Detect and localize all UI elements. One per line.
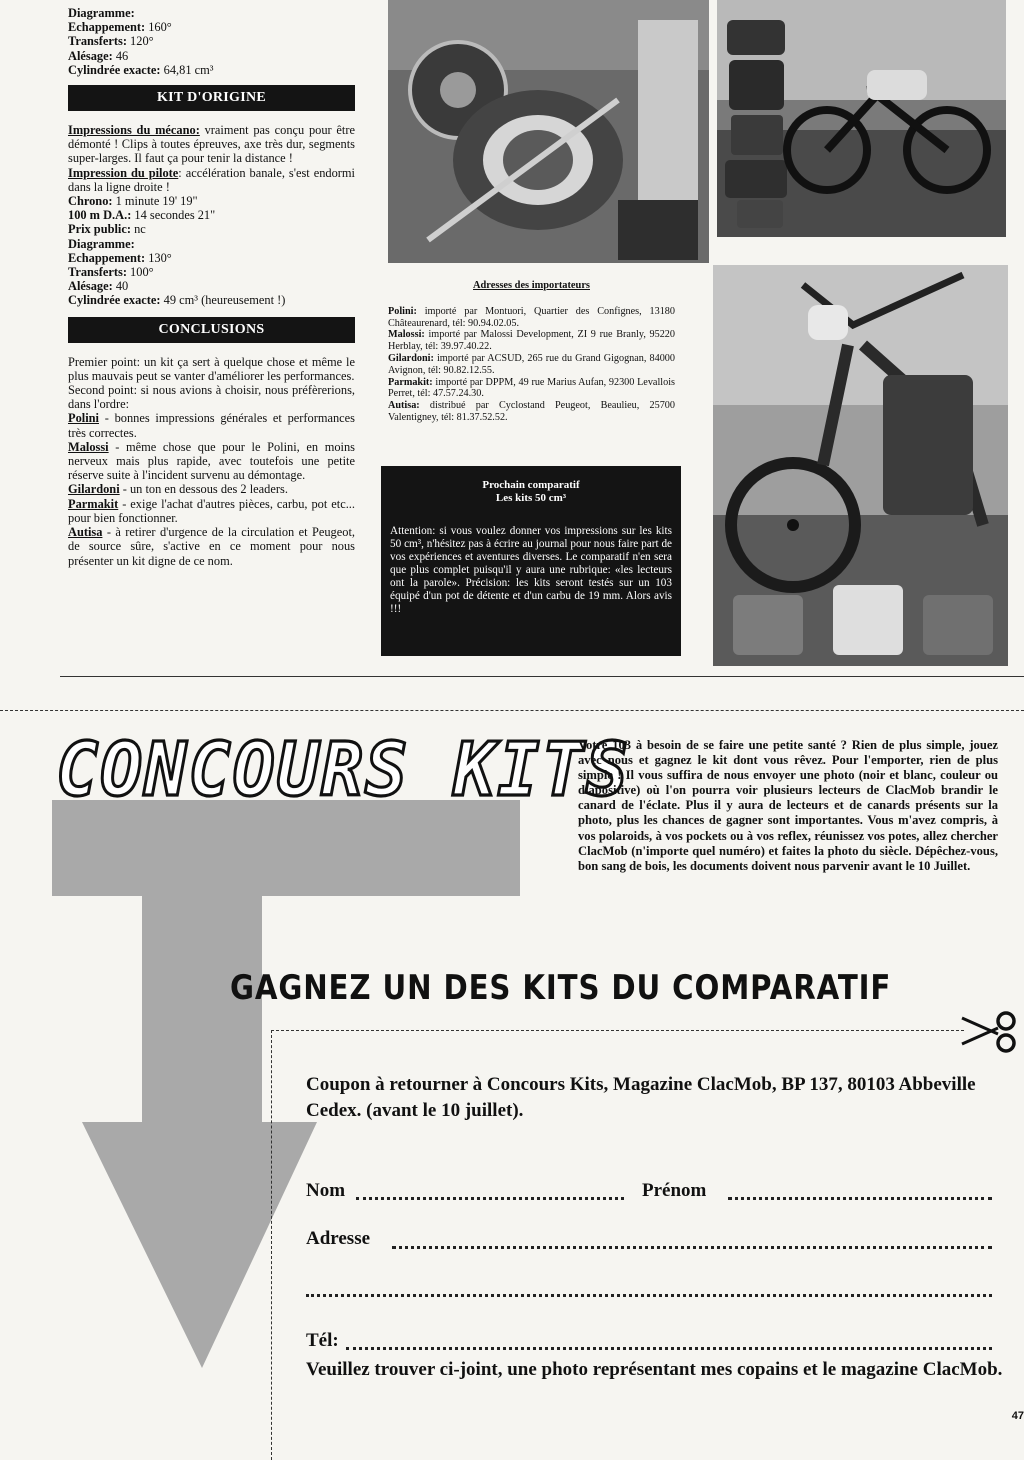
moped-front-photo xyxy=(713,265,1008,666)
spec-label: Chrono: xyxy=(68,194,113,209)
coupon-border-top xyxy=(271,1030,964,1031)
importer-name: Gilardoni: xyxy=(388,352,434,364)
spec-label: Echappement: xyxy=(68,20,146,35)
ranking-name: Gilardoni xyxy=(68,482,120,497)
importer-text: importé par Malossi Development, ZI 9 rue Branly, 95220 Herblay, tél: 39.97.40.22. xyxy=(388,329,675,353)
next-comparison-box xyxy=(381,466,681,656)
ranking-text: - exige l'achat d'autres pièces, carbu, pot etc... pour bien fonctionner. xyxy=(68,496,355,525)
pilote-paragraph xyxy=(68,166,355,194)
spec-row xyxy=(68,265,355,279)
conclusions-p1: Premier point: un kit ça sert à quelque chose et même le plus mauvais peut se vanter d'améliorer les performances. xyxy=(68,354,355,383)
moped-cylinders-photo xyxy=(717,0,1006,237)
spec-value: 46 xyxy=(112,48,129,63)
next-comparison-line1: Prochain comparatif xyxy=(482,479,580,491)
spec-row xyxy=(68,208,355,222)
nom-field[interactable] xyxy=(356,1197,624,1200)
moped-front-image xyxy=(713,265,1008,666)
spec-row xyxy=(68,34,355,48)
spec-value: 40 xyxy=(112,279,129,294)
ranking-text: - à retirer d'urgence de la circulation et Peugeot, de source sûre, s'active en ce moment pour nous présenter un kit digne de ce nom. xyxy=(68,525,355,568)
ranking-item xyxy=(68,497,355,525)
importer-name: Parmakit: xyxy=(388,376,433,388)
page-number: 47 xyxy=(1011,1410,1024,1422)
next-comparison-heading xyxy=(381,479,681,505)
adresse-field-line2[interactable] xyxy=(306,1294,992,1297)
spec-label: Echappement: xyxy=(68,250,146,265)
next-comparison-line2: Les kits 50 cm³ xyxy=(495,492,567,504)
spec-label: Prix public: xyxy=(68,222,131,237)
spec-value: 120° xyxy=(126,34,154,49)
spec-label: Diagramme: xyxy=(68,6,135,20)
rankings-list xyxy=(68,411,355,567)
spec-row xyxy=(68,6,355,20)
prenom-label: Prénom xyxy=(642,1180,707,1201)
importer-name: Malossi: xyxy=(388,329,425,341)
nom-label: Nom xyxy=(306,1180,346,1201)
coupon-border-left xyxy=(271,1030,272,1460)
ranking-text: - même chose que pour le Polini, en moins nerveux mais plus rapide, avec toutefois une petite réserve suite à l'incident survenu au démontage. xyxy=(68,439,355,483)
contest-headline: GAGNEZ UN DES KITS DU COMPARATIF xyxy=(230,968,892,1008)
spec-value: 100° xyxy=(126,265,154,280)
meca-paragraph xyxy=(68,123,355,166)
spec-row xyxy=(68,20,355,34)
ranking-item xyxy=(68,525,355,568)
pilote-text: : accélération banale, s'est endormi dans la ligne droite ! xyxy=(68,165,355,194)
ranking-item xyxy=(68,411,355,439)
importers-title: Adresses des importateurs xyxy=(473,280,590,291)
conclusions-p2: Second point: si nous avions à choisir, nous préfèrerions, dans l'ordre: xyxy=(68,383,355,412)
contest-title: CONCOURS KITS xyxy=(56,726,630,814)
importer-name: Autisa: xyxy=(388,400,420,412)
ranking-text: - un ton en dessous des 2 leaders. xyxy=(119,482,288,497)
importer-item xyxy=(388,329,675,353)
ranking-name: Autisa xyxy=(68,525,103,540)
spec-label: Cylindrée exacte: xyxy=(68,62,161,77)
adresse-field[interactable] xyxy=(392,1246,992,1249)
importer-text: importé par Montuori, Quartier des Confignes, 13180 Châteaurenard, tél: 90.94.02.05. xyxy=(388,305,675,329)
importer-item xyxy=(388,400,675,424)
spec-value: 14 secondes 21" xyxy=(131,208,216,223)
spec-row xyxy=(68,237,355,251)
spec-row xyxy=(68,222,355,236)
spec-label: Cylindrée exacte: xyxy=(68,293,161,308)
spec-value: 49 cm³ (heureusement !) xyxy=(160,293,286,308)
spec-list-top xyxy=(68,6,355,77)
prenom-field[interactable] xyxy=(728,1197,992,1200)
importer-text: distribué par Cyclostand Peugeot, Beaulieu, 25700 Valentigney, tél: 81.37.52.52. xyxy=(388,400,675,423)
left-column xyxy=(68,6,355,568)
importers-list xyxy=(388,306,675,424)
coupon-address: Coupon à retourner à Concours Kits, Magazine ClacMob, BP 137, 80103 Abbeville Cedex. (avant le 10 juillet). xyxy=(306,1074,976,1121)
meca-text: vraiment pas conçu pour être démonté ! Clips à toutes épreuves, axe très dur, segments super-larges. Il faut ça pour tenir la distance ! xyxy=(68,123,355,166)
spec-label: Transferts: xyxy=(68,265,127,280)
adresse-label: Adresse xyxy=(306,1228,371,1249)
importer-item xyxy=(388,306,675,330)
kit-origine-banner: KIT D'ORIGINE xyxy=(68,85,355,111)
spec-value: nc xyxy=(131,222,146,237)
ranking-name: Parmakit xyxy=(68,496,119,511)
spec-row xyxy=(68,194,355,208)
spec-value: 1 minute 19' 19" xyxy=(112,194,198,209)
scissors-icon xyxy=(960,1010,1020,1054)
contest-intro: Votre 103 à besoin de se faire une petite santé ? Rien de plus simple, jouez avec nous et gagnez le kit dont vous rêvez. Pour l'emporter, rien de plus simple ! Il vous suffira de nous envoyer une photo (noir et blanc, couleur ou diapositive) où l'on pourra voir plusieurs lecteurs de ClacMob brandir le canard de l'éclate. Plus il y aura de lecteurs et de canards présents sur la photo, plus les chances de gagner sont importantes. Vous m'avez compris, à vos polaroids, à vos pockets ou à vos reflex, réunissez vos potes, allez chercher ClacMob (n'importe quel numéro) et faites la photo du siècle. Dépêchez-vous, bon sang de bois, les documents doivent nous parvenir avant le 10 Juillet. xyxy=(578,738,998,873)
spec-row xyxy=(68,251,355,265)
ranking-name: Malossi xyxy=(68,439,109,454)
engine-photo xyxy=(388,0,709,263)
importer-name: Polini: xyxy=(388,305,417,317)
tel-label: Tél: xyxy=(306,1330,339,1351)
spec-label: Transferts: xyxy=(68,34,127,49)
divider-line xyxy=(60,676,1024,677)
spec-label: Alésage: xyxy=(68,48,113,63)
ranking-text: - bonnes impressions générales et performances très correctes. xyxy=(68,411,355,440)
pilote-label: Impression du pilote xyxy=(68,165,179,180)
spec-row xyxy=(68,293,355,307)
spec-list-bottom xyxy=(68,194,355,308)
closing-text: Veuillez trouver ci-joint, une photo représentant mes copains et le magazine ClacMob. xyxy=(306,1359,1003,1380)
ranking-item xyxy=(68,440,355,483)
spec-value: 160° xyxy=(145,20,172,35)
importer-text: importé par DPPM, 49 rue Marius Aufan, 92300 Levallois Perret, tél: 47.57.24.30. xyxy=(388,376,675,400)
moped-cylinders-image xyxy=(717,0,1006,237)
cut-line-top xyxy=(0,710,1024,711)
ranking-item xyxy=(68,482,355,496)
tel-field[interactable] xyxy=(346,1347,992,1350)
engine-image xyxy=(388,0,709,263)
importers-section xyxy=(388,280,675,424)
spec-value: 130° xyxy=(145,250,172,265)
importer-item xyxy=(388,377,675,401)
spec-value: 64,81 cm³ xyxy=(160,62,214,77)
spec-row xyxy=(68,49,355,63)
spec-row xyxy=(68,63,355,77)
importer-item xyxy=(388,353,675,377)
conclusions-banner: CONCLUSIONS xyxy=(68,317,355,343)
spec-row xyxy=(68,279,355,293)
spec-label: 100 m D.A.: xyxy=(68,208,132,223)
meca-label: Impressions du mécano: xyxy=(68,123,200,138)
ranking-name: Polini xyxy=(68,411,99,426)
spec-label: Diagramme: xyxy=(68,236,135,251)
importer-text: importé par ACSUD, 265 rue du Grand Gigognan, 84000 Avignon, tél: 90.82.12.55. xyxy=(388,352,675,376)
spec-label: Alésage: xyxy=(68,279,113,294)
next-comparison-body: Attention: si vous voulez donner vos impressions sur les kits 50 cm³, n'hésitez pas à écrire au journal pour nous faire part de vos expériences et aventures diverses. Le comparatif n'en sera que plus complet puisqu'il y aura une rubrique: «les lecteurs ont la parole». Précision: les kits seront testés sur un 103 équipé d'un pot de détente et d'un carbu de 19 mm. Alors avis !!! xyxy=(390,525,672,615)
